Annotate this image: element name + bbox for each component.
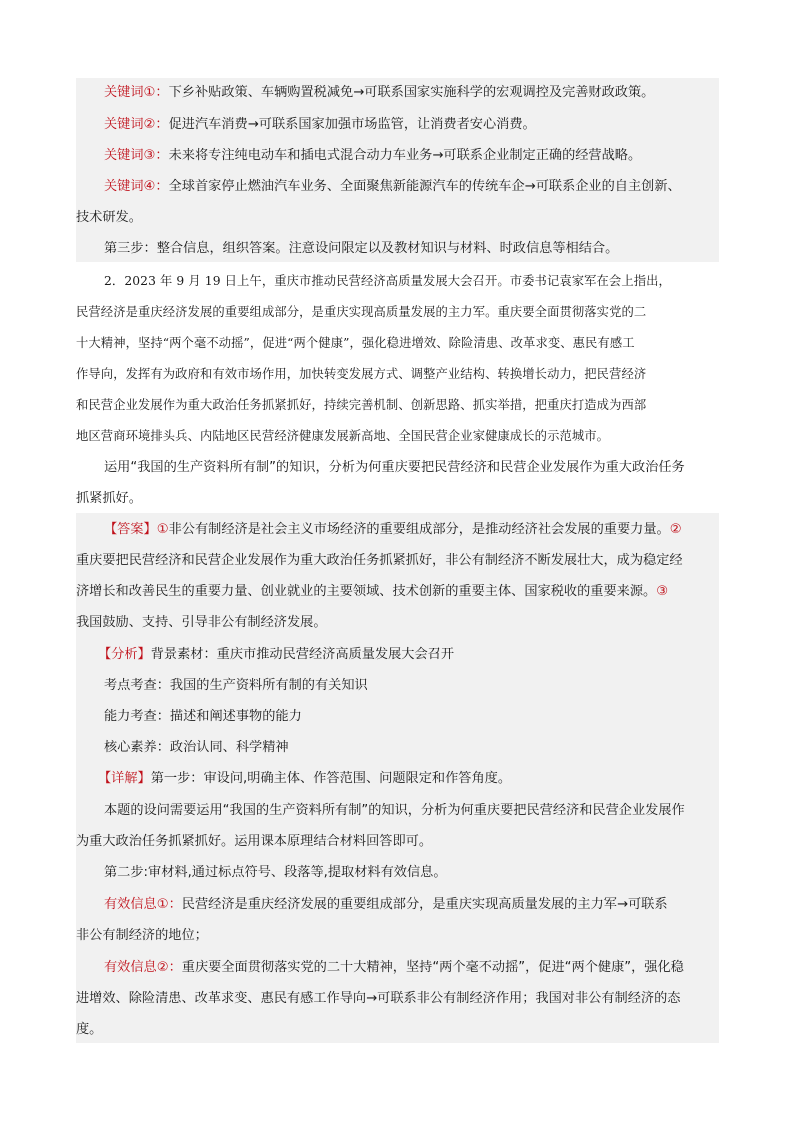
effective-info-2 [76, 958, 747, 978]
keyword-text: 下乡补贴政策、车辆购置税减免→可联系国家实施科学的宏观调控及完善财政政策。 [168, 85, 655, 100]
keyword-4-cont: 技术研发。 [76, 210, 142, 225]
analysis-exam-point: 考点考查：我国的生产资料所有制的有关知识 [104, 678, 368, 693]
question-line: 2．2023 年 9 月 19 日上午，重庆市推动民营经济高质量发展大会召开。市委书记袁家军在会上指出， [104, 274, 671, 288]
analysis-ability: 能力考查：描述和阐述事物的能力 [104, 709, 302, 724]
analysis-line [76, 645, 741, 665]
effective-info-2-cont: 进增效、除险清患、改革求变、惠民有感工作导向→可联系非公有制经济作用；我国对非公有制经济的态 [76, 991, 681, 1006]
keyword-label: 关键词③： [104, 148, 169, 163]
keyword-2 [76, 115, 747, 135]
question-line: 和民营企业发展作为重大政治任务抓紧抓好，持续完善机制、创新思路、抓实举措，把重庆打造成为西部 [76, 398, 647, 412]
answer-line-4: 我国鼓励、支持、引导非公有制经济发展。 [76, 615, 327, 630]
keyword-3 [76, 146, 747, 166]
effective-info-label: 有效信息②： [104, 960, 182, 975]
answer-number-1: ① [156, 522, 169, 537]
answer-text: 非公有制经济是社会主义市场经济的重要组成部分，是推动经济社会发展的重要力量。 [168, 522, 670, 537]
keyword-1 [76, 83, 747, 103]
detail-paragraph: 本题的设问需要运用“我国的生产资料所有制”的知识，分析为何重庆要把民营经济和民营企业发展作 [104, 803, 685, 818]
effective-info-1 [76, 895, 747, 915]
answer-text: 济增长和改善民生的重要力量、创业就业的主要领域、技术创新的重要主体、国家税收的重要来源。 [76, 584, 657, 599]
question-line: 民营经济是重庆经济发展的重要组成部分，是重庆实现高质量发展的主力军。重庆要全面贯彻落实党的二 [76, 305, 647, 319]
question-line: 地区营商环境排头兵、内陆地区民营经济健康发展新高地、全国民营企业家健康成长的示范城市。 [76, 429, 610, 443]
question-line: 作导向，发挥有为政府和有效市场作用，加快转变发展方式、调整产业结构、转换增长动力，把民营经济 [76, 367, 647, 381]
analysis-literacy: 核心素养：政治认同、科学精神 [104, 740, 289, 755]
analysis-tag: 【分析】 [98, 647, 151, 662]
detail-paragraph-cont: 为重大政治任务抓紧抓好。运用课本原理结合材料回答即可。 [76, 834, 433, 849]
detail-text: 第一步：审设问,明确主体、作答范围、问题限定和作答角度。 [150, 771, 512, 786]
keyword-label: 关键词④： [104, 179, 169, 194]
step-3: 第三步：整合信息，组织答案。注意设问限定以及教材知识与材料、时政信息等相结合。 [104, 241, 619, 256]
effective-info-2-end: 度。 [76, 1022, 103, 1037]
question-line: 十大精神，坚持“两个毫不动摇”，促进“两个健康”，强化稳进增效、除险清患、改革求变、惠民有感工 [76, 336, 635, 350]
detail-tag: 【详解】 [98, 771, 151, 786]
keyword-text: 未来将专注纯电动车和插电式混合动力车业务→可联系企业制定正确的经营战略。 [168, 148, 642, 163]
highlight-block-keywords [76, 78, 719, 262]
effective-info-text: 民营经济是重庆经济发展的重要组成部分，是重庆实现高质量发展的主力军→可联系 [181, 897, 668, 912]
keyword-label: 关键词②： [104, 117, 169, 132]
effective-info-label: 有效信息①： [104, 897, 182, 912]
effective-info-1-cont: 非公有制经济的地位； [76, 928, 208, 943]
effective-info-text: 重庆要全面贯彻落实党的二十大精神，坚持“两个毫不动摇”，促进“两个健康”，强化稳 [181, 960, 684, 975]
question-ask: 运用“我国的生产资料所有制”的知识，分析为何重庆要把民营经济和民营企业发展作为重大政治任务 [104, 460, 685, 475]
detail-step-2: 第二步:审材料,通过标点符号、段落等,提取材料有效信息。 [104, 865, 447, 880]
answer-line-1 [76, 520, 747, 540]
answer-tag: 【答案】 [104, 522, 157, 537]
answer-line-2: 重庆要把民营经济和民营企业发展作为重大政治任务抓紧抓好，非公有制经济不断发展壮大，成为稳定经 [76, 553, 683, 568]
keyword-text: 促进汽车消费→可联系国家加强市场监管，让消费者安心消费。 [168, 117, 536, 132]
keyword-label: 关键词①： [104, 85, 169, 100]
detail-line [76, 769, 741, 789]
question-ask-cont: 抓紧抓好。 [76, 491, 142, 506]
keyword-text: 全球首家停止燃油汽车业务、全面聚焦新能源汽车的传统车企→可联系企业的自主创新、 [168, 179, 681, 194]
answer-number-3: ③ [656, 584, 669, 599]
answer-number-2: ② [669, 522, 682, 537]
analysis-text: 背景素材：重庆市推动民营经济高质量发展大会召开 [150, 647, 455, 662]
keyword-4 [76, 177, 747, 197]
answer-line-3 [76, 582, 719, 602]
